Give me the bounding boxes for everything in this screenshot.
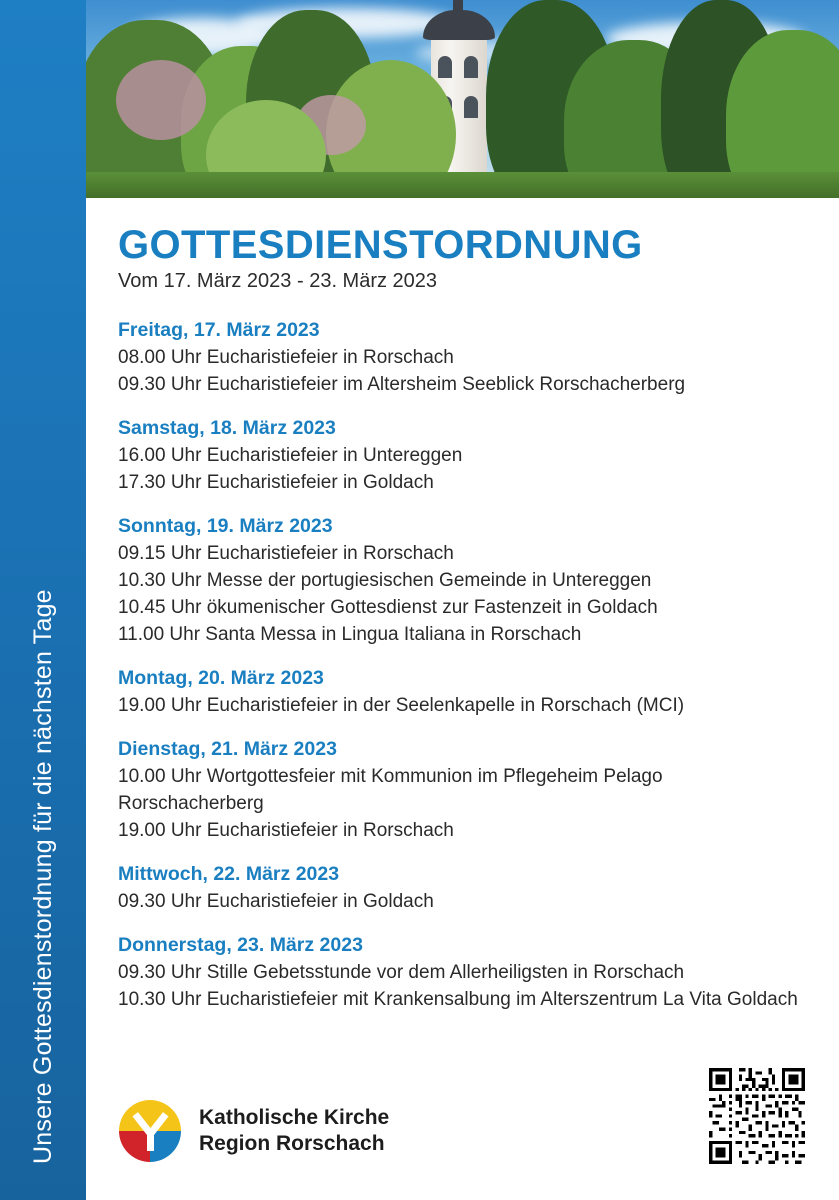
service-schedule: [118, 319, 799, 1014]
header-photo: [86, 0, 839, 198]
tower-window-icon: [438, 56, 452, 78]
tower-window-icon: [464, 96, 478, 118]
page-title: GOTTESDIENSTORDNUNG: [118, 223, 643, 267]
day-title: Sonntag, 19. März 2023: [118, 514, 333, 537]
day-title: Donnerstag, 23. März 2023: [118, 933, 363, 956]
day-title: Dienstag, 21. März 2023: [118, 737, 337, 760]
sidebar-vertical-text: Unsere Gottesdienstordnung für die nächsten Tage: [28, 589, 57, 1164]
service-entry: 17.30 Uhr Eucharistiefeier in Goldach: [118, 471, 434, 493]
schedule-day: [118, 667, 799, 720]
schedule-day: [118, 738, 799, 845]
service-entry: 19.00 Uhr Eucharistiefeier in der Seelenkapelle in Rorschach (MCI): [118, 694, 685, 716]
schedule-day: [118, 515, 799, 649]
ground: [86, 172, 839, 198]
blossom-tree: [116, 60, 206, 140]
day-title: Samstag, 18. März 2023: [118, 416, 336, 439]
day-title: Montag, 20. März 2023: [118, 666, 324, 689]
service-entry: 10.45 Uhr ökumenischer Gottesdienst zur Fastenzeit in Goldach: [118, 596, 658, 618]
logo-text: [199, 1105, 389, 1156]
logo-y-left-arm: [132, 1112, 153, 1136]
sidebar-band: [0, 0, 86, 1200]
date-range: Vom 17. März 2023 - 23. März 2023: [118, 270, 438, 292]
service-entry: 09.30 Uhr Stille Gebetsstunde vor dem Allerheiligsten in Rorschach: [118, 961, 685, 983]
logo: [119, 1100, 389, 1162]
schedule-day: [118, 319, 799, 399]
footer: [86, 1040, 839, 1200]
service-entry: 16.00 Uhr Eucharistiefeier in Untereggen: [118, 444, 463, 466]
service-entry: 10.00 Uhr Wortgottesfeier mit Kommunion im Pflegeheim Pelago Rorschacherberg: [118, 765, 663, 814]
logo-y-shape: [119, 1100, 181, 1162]
schedule-day: [118, 934, 799, 1014]
service-entry: 09.15 Uhr Eucharistiefeier in Rorschach: [118, 542, 454, 564]
schedule-day: [118, 863, 799, 916]
day-title: Mittwoch, 22. März 2023: [118, 862, 340, 885]
service-entry: 09.30 Uhr Eucharistiefeier im Altersheim Seeblick Rorschacherberg: [118, 373, 686, 395]
service-entry: 08.00 Uhr Eucharistiefeier in Rorschach: [118, 347, 454, 368]
service-entry: 19.00 Uhr Eucharistiefeier in Rorschach: [118, 819, 454, 841]
service-entry: 09.30 Uhr Eucharistiefeier in Goldach: [118, 890, 434, 912]
tower-window-icon: [464, 56, 478, 78]
service-entry: 10.30 Uhr Eucharistiefeier mit Krankensalbung im Alterszentrum La Vita Goldach: [118, 988, 798, 1010]
day-title: Freitag, 17. März 2023: [118, 319, 320, 341]
qr-code[interactable]: [709, 1068, 805, 1164]
church-logo-icon: [119, 1100, 181, 1162]
logo-line-1: Katholische Kirche: [199, 1106, 390, 1130]
service-entry: 10.30 Uhr Messe der portugiesischen Gemeinde in Untereggen: [118, 569, 652, 591]
schedule-day: [118, 417, 799, 497]
tower-spire: [453, 0, 463, 18]
service-entry: 11.00 Uhr Santa Messa in Lingua Italiana in Rorschach: [118, 623, 582, 645]
logo-line-2: Region Rorschach: [199, 1132, 385, 1155]
